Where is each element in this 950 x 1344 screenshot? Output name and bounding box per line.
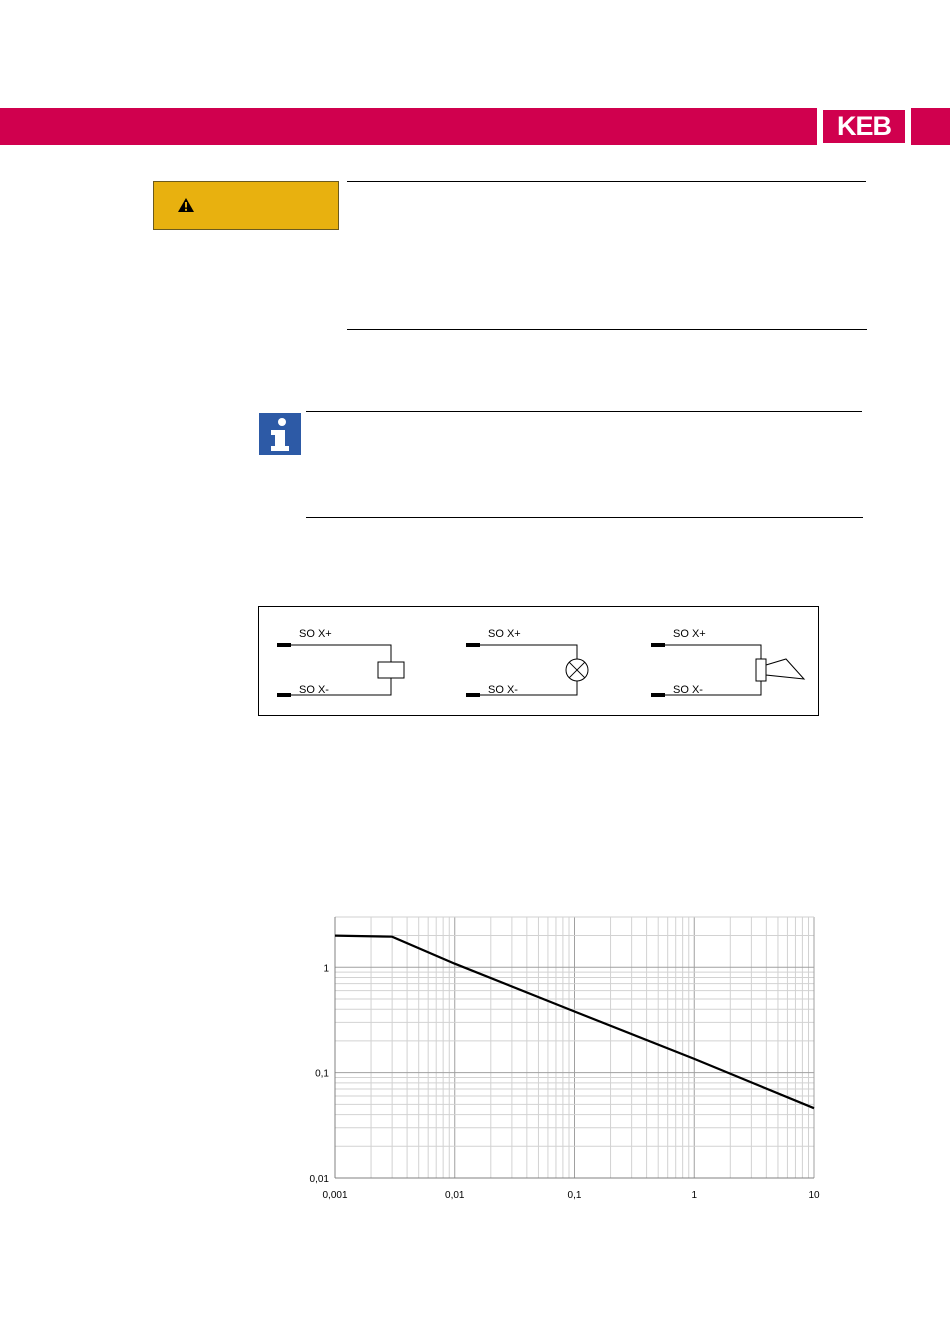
warning-triangle-icon	[177, 197, 195, 213]
circuit-diagram-frame	[258, 606, 819, 716]
warning-bottom-rule	[347, 329, 867, 330]
y-tick-label: 0,1	[315, 1068, 329, 1080]
terminal-plus	[466, 643, 480, 647]
y-tick-label: 1	[323, 963, 329, 975]
warning-label-box	[153, 181, 339, 230]
warning-top-rule	[347, 181, 866, 182]
x-tick-label: 10	[808, 1190, 820, 1201]
x-tick-label: 0,01	[445, 1190, 465, 1201]
x-tick-label: 0,001	[322, 1190, 348, 1201]
label-so-plus: SO X+	[488, 628, 521, 640]
info-bottom-rule	[306, 517, 863, 518]
label-so-plus: SO X+	[299, 628, 332, 640]
log-log-chart	[290, 905, 830, 1215]
lamp-icon	[566, 659, 588, 681]
chart-svg	[290, 905, 830, 1215]
header-band	[0, 108, 950, 145]
label-so-minus: SO X-	[488, 684, 518, 696]
terminal-plus	[277, 643, 291, 647]
x-tick-label: 0,1	[567, 1190, 582, 1201]
keb-logo	[817, 104, 911, 149]
horn-icon	[756, 659, 804, 681]
logo-text: KEB	[823, 110, 905, 143]
info-top-rule	[306, 411, 862, 412]
circuit-lamp	[466, 628, 588, 697]
label-so-plus: SO X+	[673, 628, 706, 640]
circuit-diagram	[259, 607, 820, 717]
relay-coil-icon	[378, 662, 404, 678]
circuit-relay	[277, 628, 404, 697]
label-so-minus: SO X-	[673, 684, 703, 696]
terminal-plus	[651, 643, 665, 647]
label-so-minus: SO X-	[299, 684, 329, 696]
terminal-minus	[651, 693, 665, 697]
chart-grid	[335, 917, 814, 1178]
circuit-horn	[651, 628, 804, 697]
info-icon	[259, 413, 301, 455]
x-tick-label: 1	[691, 1190, 698, 1201]
y-tick-label: 0,01	[309, 1174, 329, 1185]
terminal-minus	[466, 693, 480, 697]
terminal-minus	[277, 693, 291, 697]
